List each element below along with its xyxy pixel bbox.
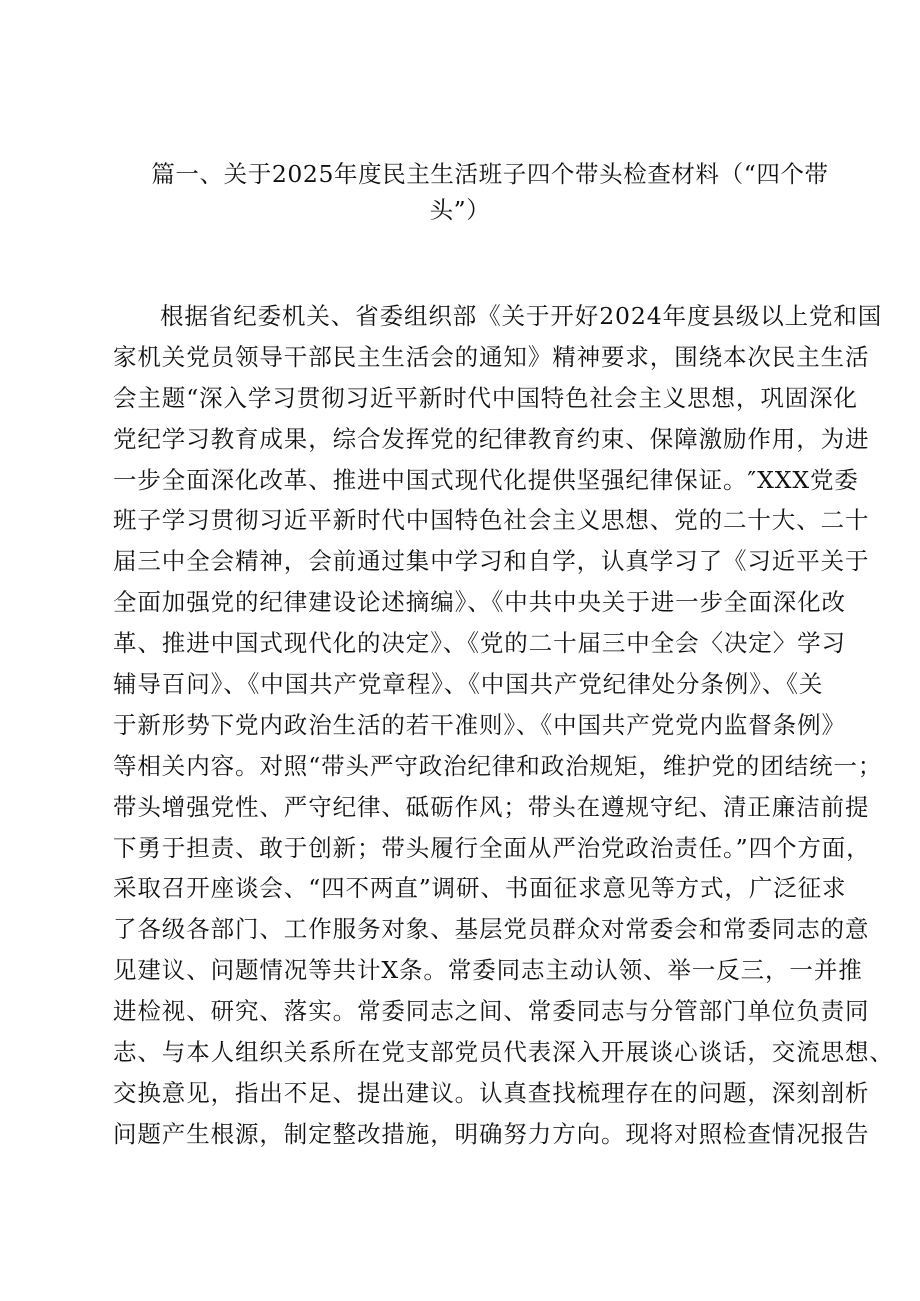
paragraph-line: 辅导百问》、《中国共产党章程》、《中国共产党纪律处分条例》、《关	[113, 670, 824, 699]
paragraph-line: 下勇于担责、敢于创新；带头履行全面从严治党政治责任。”四个方面，	[113, 833, 871, 862]
paragraph-line: 届三中全会精神，会前通过集中学习和自学，认真学习了《习近平关于	[113, 547, 870, 576]
paragraph-line: 班子学习贯彻习近平新时代中国特色社会主义思想、党的二十大、二十	[113, 506, 870, 535]
paragraph-line: 见建议、问题情况等共计X条。常委同志主动认领、举一反三，一并推	[113, 956, 863, 985]
paragraph-line: 革、推进中国式现代化的决定》、《党的二十届三中全会〈决定〉学习	[113, 629, 846, 658]
paragraph-line: 全面加强党的纪律建设论述摘编》、《中共中央关于进一步全面深化改	[113, 588, 846, 617]
paragraph-line: 带头增强党性、严守纪律、砥砺作风；带头在遵规守纪、清正廉洁前提	[113, 792, 870, 821]
paragraph-line: 采取召开座谈会、“四不两直”调研、书面征求意见等方式，广泛征求	[113, 874, 847, 903]
paragraph-line: 了各级各部门、工作服务对象、基层党员群众对常委会和常委同志的意	[113, 915, 870, 944]
paragraph-line: 交换意见，指出不足、提出建议。认真查找梳理存在的问题，深刻剖析	[113, 1078, 870, 1107]
paragraph-line: 志、与本人组织关系所在党支部党员代表深入开展谈心谈话，交流思想、	[113, 1038, 894, 1067]
paragraph-line: 进检视、研究、落实。常委同志之间、常委同志与分管部门单位负责同	[113, 997, 870, 1026]
paragraph-line: 一步全面深化改革、推进中国式现代化提供坚强纪律保证。″XXX党委	[113, 465, 859, 494]
paragraph-line: 家机关党员领导干部民主生活会的通知》精神要求，围绕本次民主生活	[113, 342, 870, 371]
title-line-1: 篇一、关于2025年度民主生活班子四个带头检查材料（“四个带	[151, 160, 829, 188]
paragraph-line: 根据省纪委机关、省委组织部《关于开好2024年度县级以上党和国	[160, 302, 883, 330]
title-line-2: 头”）	[429, 196, 491, 224]
paragraph-line: 问题产生根源，制定整改措施，明确努力方向。现将对照检查情况报告	[113, 1119, 870, 1148]
body-paragraph	[113, 296, 894, 1155]
paragraph-line: 党纪学习教育成果，综合发挥党的纪律教育约束、保障激励作用，为进	[113, 424, 870, 453]
document-title	[150, 156, 830, 228]
paragraph-line: 会主题“深入学习贯彻习近平新时代中国特色社会主义思想，巩固深化	[113, 383, 858, 412]
paragraph-line: 于新形势下党内政治生活的若干准则》、《中国共产党党内监督条例》	[113, 710, 846, 739]
paragraph-line: 等相关内容。对照“带头严守政治纪律和政治规矩，维护党的团结统一；	[113, 751, 883, 780]
